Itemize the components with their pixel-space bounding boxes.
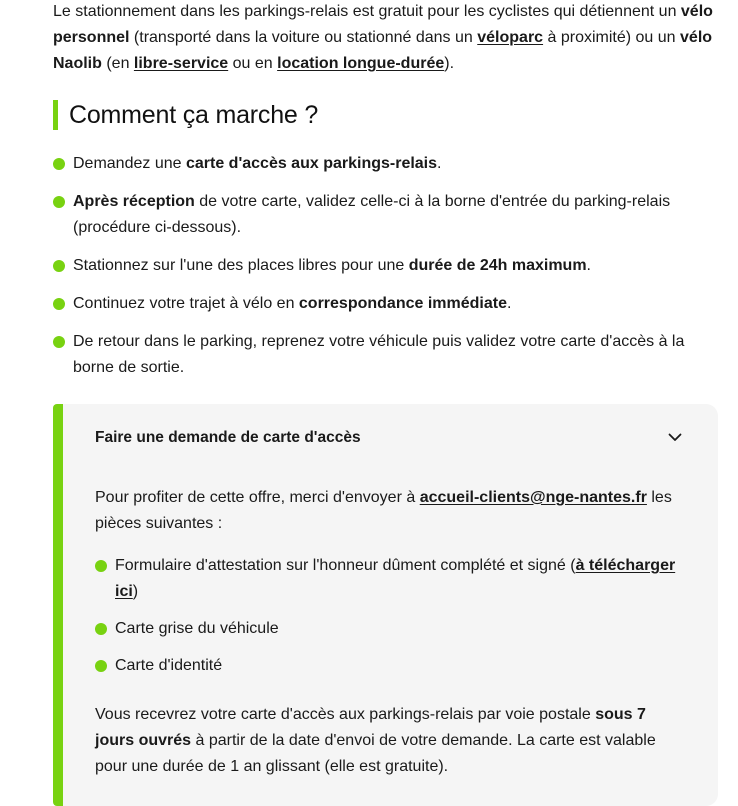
step-text: Demandez une xyxy=(73,154,186,172)
steps-list xyxy=(53,151,718,381)
location-longue-duree-link[interactable]: location longue-durée xyxy=(277,55,445,72)
step-text: . xyxy=(506,294,512,312)
step-text: de votre carte, validez celle-ci à la borne d'entrée du parking-relais (procédure ci-dessous). xyxy=(73,192,671,236)
intro-paragraph xyxy=(53,0,718,77)
download-form-link[interactable]: à télécharger ici xyxy=(115,556,676,600)
bullet-dot-icon xyxy=(53,260,65,272)
step-bold: Après réception xyxy=(73,192,195,210)
step-text: . xyxy=(586,256,591,274)
intro-text: ou en xyxy=(228,55,278,72)
intro-bold-velo-naolib: vélo Naolib xyxy=(53,29,713,72)
accordion-body xyxy=(95,485,682,780)
step-text: Continuez votre trajet à vélo en xyxy=(73,294,299,312)
step-text: . xyxy=(437,154,442,172)
list-item xyxy=(95,653,682,679)
intro-bold-velo-personnel: vélo personnel xyxy=(53,3,713,46)
bullet-dot-icon xyxy=(53,196,65,208)
instructions-text: les pièces suivantes : xyxy=(95,488,672,532)
list-item xyxy=(95,616,682,642)
step-bold: carte d'accès aux parkings-relais xyxy=(185,154,438,172)
delivery-bold: sous 7 jours ouvrés xyxy=(95,705,646,749)
intro-text: (en xyxy=(101,55,134,72)
document-text: Carte d'identité xyxy=(115,656,223,674)
accordion-header[interactable] xyxy=(95,426,682,450)
bullet-dot-icon xyxy=(53,298,65,310)
step-text: De retour dans le parking, reprenez votre véhicule puis validez votre carte d'accès à la borne de sortie. xyxy=(73,332,685,376)
bullet-dot-icon xyxy=(53,158,65,170)
bullet-dot-icon xyxy=(95,560,107,572)
list-item xyxy=(53,151,718,177)
list-item xyxy=(53,253,718,279)
libre-service-link[interactable]: libre-service xyxy=(133,55,229,72)
instructions-text: Pour profiter de cette offre, merci d'envoyer à xyxy=(95,488,420,506)
step-bold: durée de 24h maximum xyxy=(408,256,587,274)
intro-text: à proximité) ou un xyxy=(543,29,681,46)
delivery-info xyxy=(95,702,682,780)
list-item xyxy=(95,553,682,605)
request-instructions xyxy=(95,485,682,537)
access-card-accordion xyxy=(53,404,718,806)
accordion-title: Faire une demande de carte d'accès xyxy=(95,428,361,446)
documents-list xyxy=(95,553,682,679)
document-text: Formulaire d'attestation sur l'honneur dûment complété et signé ( xyxy=(115,556,576,574)
veloparc-link[interactable]: véloparc xyxy=(477,29,544,46)
intro-text: Le stationnement dans les parkings-relais est gratuit pour les cyclistes qui détiennent un xyxy=(53,3,681,20)
bullet-dot-icon xyxy=(95,623,107,635)
intro-text: (transporté dans la voiture ou stationné dans un xyxy=(129,29,478,46)
bullet-dot-icon xyxy=(95,660,107,672)
list-item xyxy=(53,189,718,241)
step-bold: correspondance immédiate xyxy=(298,294,507,312)
list-item xyxy=(53,291,718,317)
step-text: Stationnez sur l'une des places libres pour une xyxy=(73,256,409,274)
list-item xyxy=(53,329,718,381)
delivery-text: Vous recevrez votre carte d'accès aux parkings-relais par voie postale xyxy=(95,705,596,723)
bullet-dot-icon xyxy=(53,336,65,348)
intro-text: ). xyxy=(444,55,455,72)
section-heading: Comment ça marche ? xyxy=(53,100,718,130)
document-text: Carte grise du véhicule xyxy=(115,619,279,637)
delivery-text: à partir de la date d'envoi de votre demande. La carte est valable pour une durée de 1 an glissant (elle est gratuite). xyxy=(95,731,656,775)
document-text: ) xyxy=(132,582,139,600)
chevron-down-icon[interactable] xyxy=(668,431,682,445)
email-link[interactable]: accueil-clients@nge-nantes.fr xyxy=(419,488,647,506)
